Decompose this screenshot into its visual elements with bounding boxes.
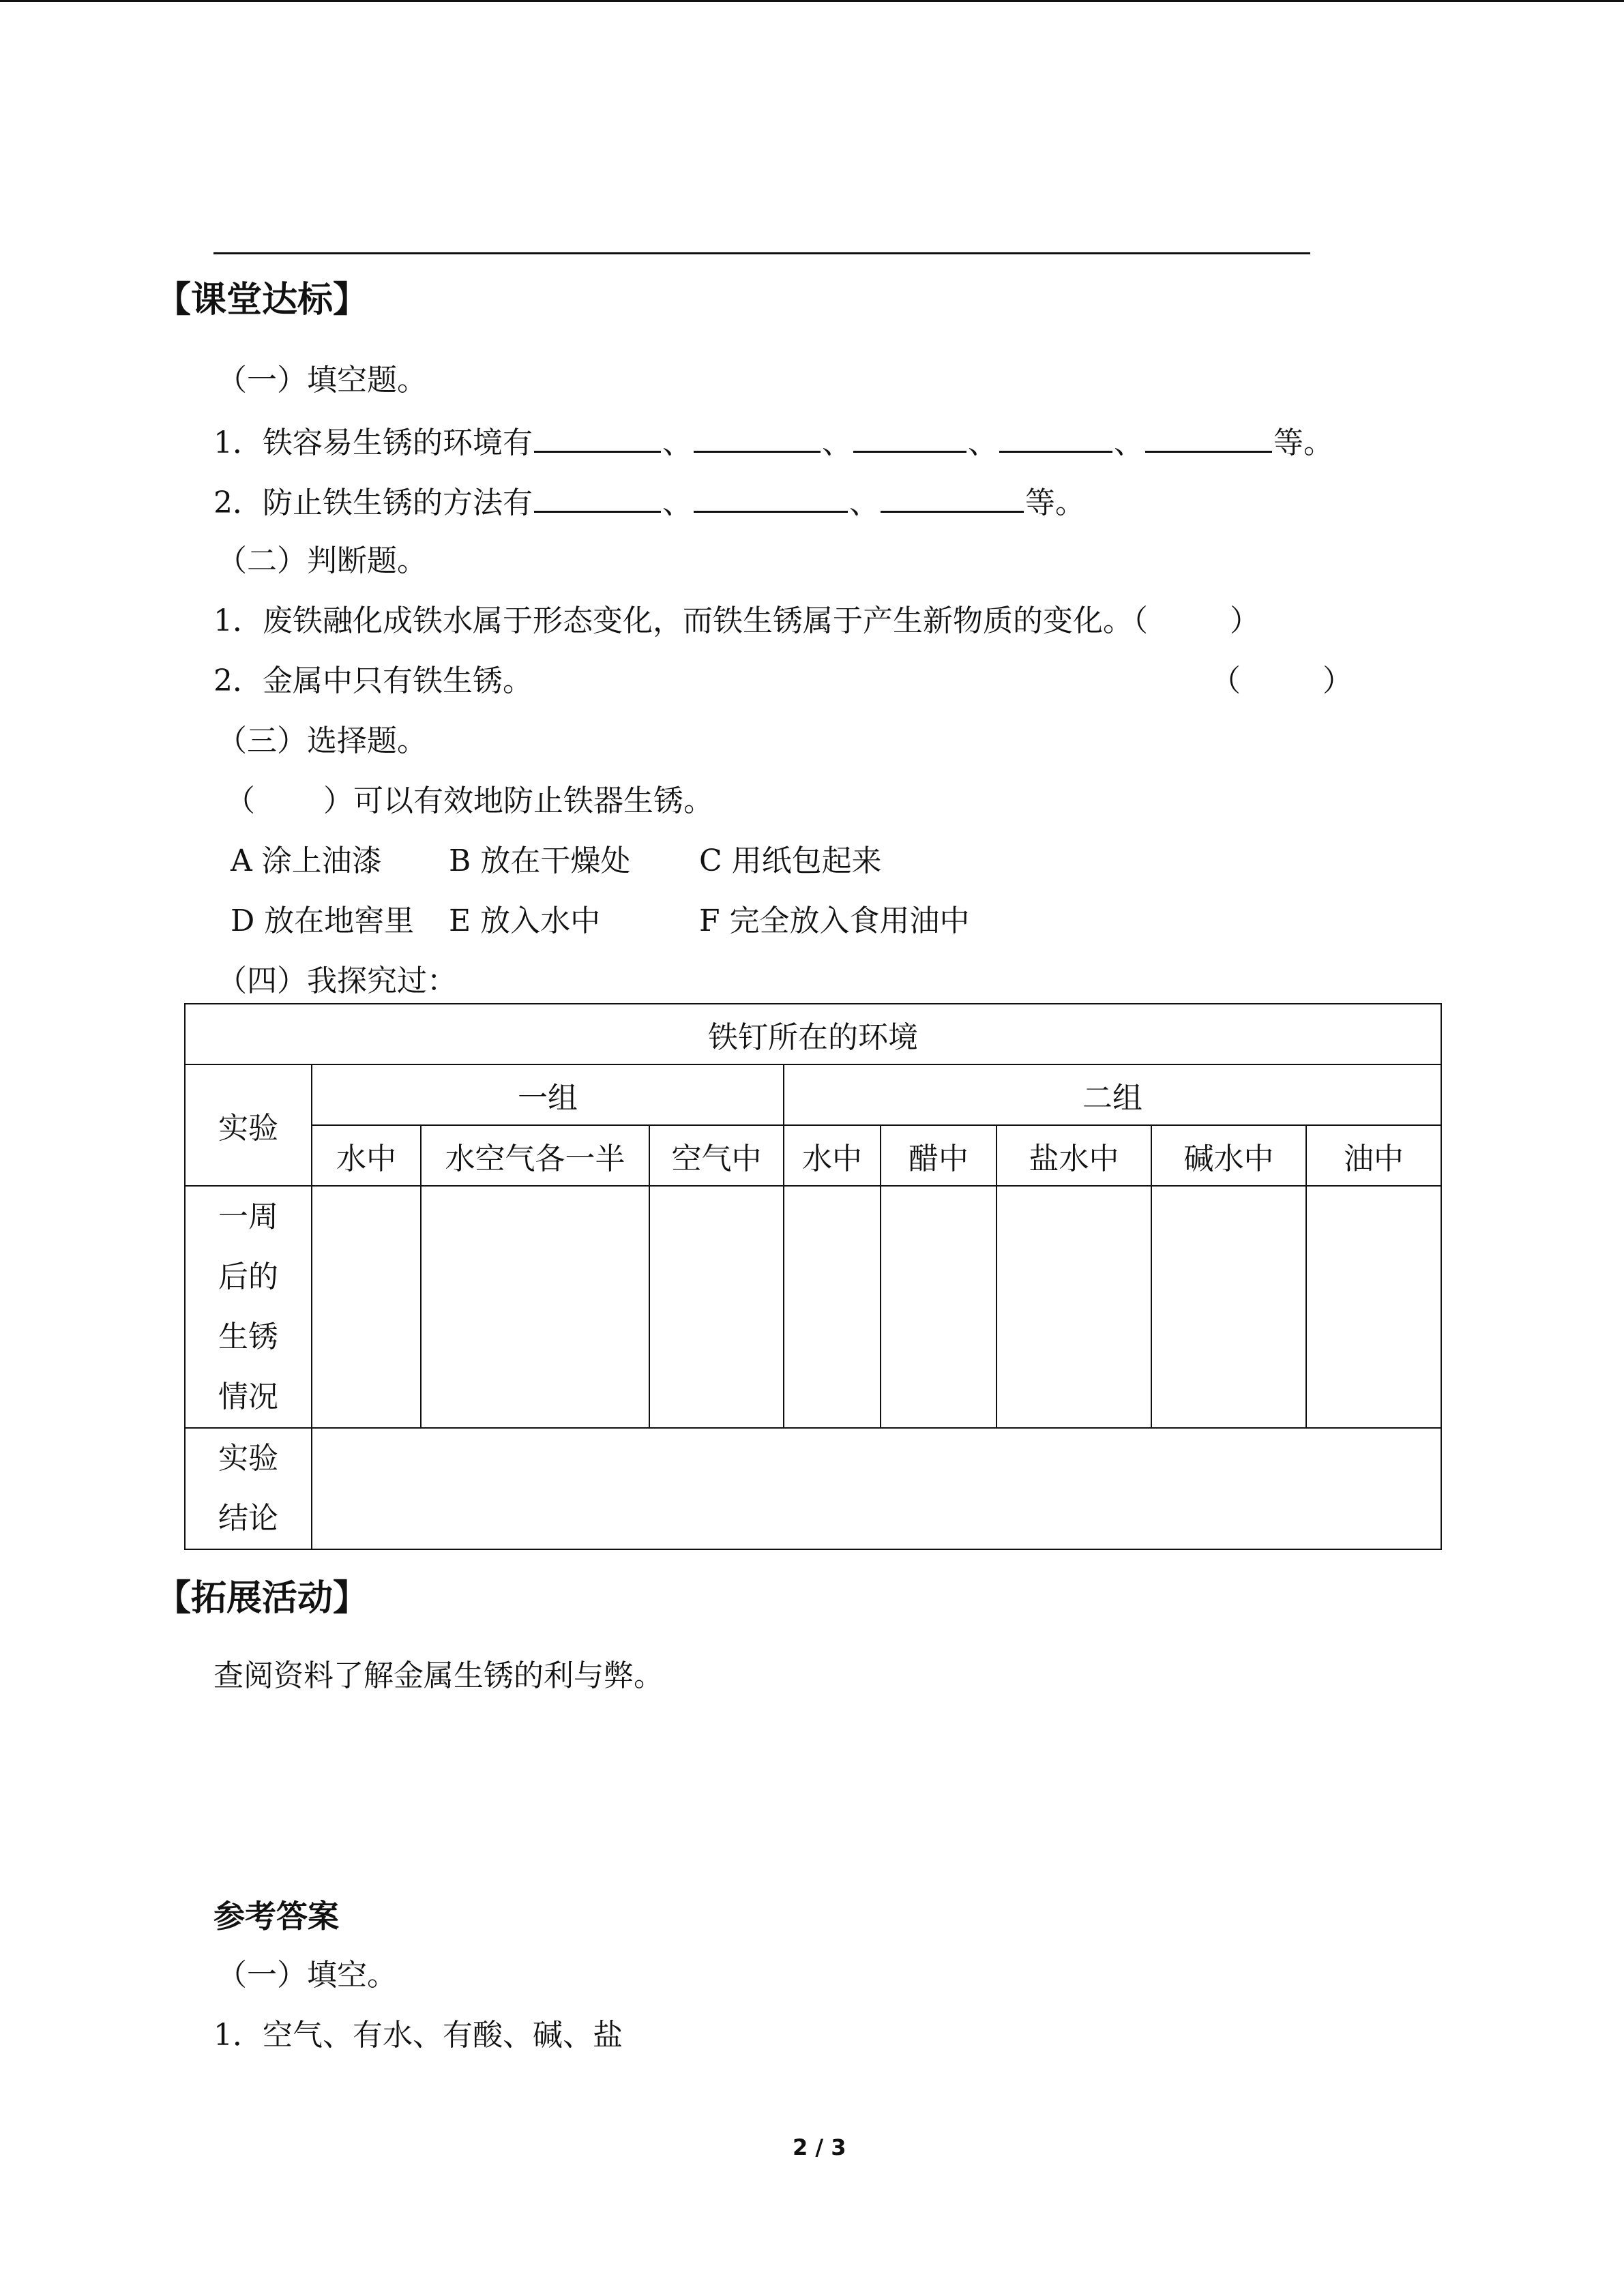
choice-question — [225, 781, 713, 822]
top-divider-line — [213, 252, 1310, 254]
choice-title: （三）选择题。 — [217, 724, 427, 758]
option-f: F 完全放入食用油中 — [699, 904, 970, 938]
paren-open: （ — [225, 784, 255, 818]
paren-open: （ — [1211, 664, 1241, 698]
column-header: 空气中 — [649, 1125, 784, 1186]
answer-blank[interactable] — [881, 481, 1024, 513]
result-cell[interactable] — [996, 1186, 1151, 1428]
column-header: 碱水中 — [1151, 1125, 1306, 1186]
paren-close: ） — [323, 784, 353, 818]
result-cell[interactable] — [421, 1186, 649, 1428]
question-2-text: 2．防止铁生锈的方法有 — [213, 486, 533, 520]
section-title-classroom: 【课堂达标】 — [156, 280, 369, 320]
extension-text: 查阅资料了解金属生锈的利与弊。 — [213, 1658, 664, 1693]
judge-question-1 — [213, 601, 1260, 642]
page-top-border — [0, 0, 1624, 2]
label-line: 一周 — [218, 1199, 278, 1234]
option-a: A 涂上油漆 — [231, 844, 382, 878]
label-line: 结论 — [218, 1501, 278, 1536]
judge-question-2: 2．金属中只有铁生锈。 — [213, 664, 533, 698]
answer-1: 1．空气、有水、有酸、碱、盐 — [213, 2018, 623, 2053]
conclusion-cell[interactable] — [312, 1428, 1441, 1549]
judge-title: （二）判断题。 — [217, 543, 427, 578]
row-label-experiment: 实验 — [185, 1064, 312, 1186]
label-line: 后的 — [218, 1259, 278, 1294]
paren-close: ） — [1230, 603, 1260, 638]
separator: 、 — [968, 426, 998, 460]
answer-blank[interactable] — [694, 481, 848, 513]
result-cell[interactable] — [1306, 1186, 1441, 1428]
question-1-suffix: 等。 — [1273, 426, 1333, 460]
separator: 、 — [1114, 426, 1144, 460]
result-cell[interactable] — [312, 1186, 421, 1428]
paren-close: ） — [1323, 664, 1353, 698]
option-c: C 用纸包起来 — [699, 844, 882, 878]
judge-question-1-text: 1．废铁融化成铁水属于形态变化，而铁生锈属于产生新物质的变化。 — [213, 603, 1133, 638]
answer-blank[interactable] — [534, 481, 661, 513]
paren-open: （ — [1133, 603, 1148, 638]
label-line: 生锈 — [218, 1319, 278, 1354]
option-d: D 放在地窖里 — [231, 904, 415, 938]
table-header: 铁钉所在的环境 — [185, 1004, 1441, 1064]
separator: 、 — [849, 486, 879, 520]
choice-stem: 可以有效地防止铁器生锈。 — [353, 784, 713, 818]
answer-blank[interactable] — [999, 421, 1112, 453]
question-1-text: 1．铁容易生锈的环境有 — [213, 426, 533, 460]
page-number: 2 / 3 — [793, 2134, 846, 2160]
explore-title: （四）我探究过： — [217, 964, 457, 998]
column-header: 水中 — [312, 1125, 421, 1186]
column-header: 盐水中 — [996, 1125, 1151, 1186]
separator: 、 — [662, 486, 692, 520]
column-header: 醋中 — [881, 1125, 996, 1186]
row-label-conclusion — [185, 1428, 312, 1549]
judge-question-2-paren — [1211, 661, 1353, 702]
result-cell[interactable] — [784, 1186, 881, 1428]
question-1 — [213, 421, 1333, 464]
label-line: 情况 — [218, 1379, 278, 1414]
column-header: 水中 — [784, 1125, 881, 1186]
group-1-header: 一组 — [312, 1064, 784, 1125]
option-b: B 放在干燥处 — [449, 844, 631, 878]
experiment-table — [184, 1003, 1442, 1550]
label-line: 实验 — [218, 1441, 278, 1476]
result-cell[interactable] — [881, 1186, 996, 1428]
separator: 、 — [662, 426, 692, 460]
answer-blank[interactable] — [694, 421, 821, 453]
option-e: E 放入水中 — [449, 904, 601, 938]
fill-blank-title: （一）填空题。 — [217, 363, 427, 398]
row-label-rust-status — [185, 1186, 312, 1428]
result-cell[interactable] — [1151, 1186, 1306, 1428]
answer-blank[interactable] — [534, 421, 661, 453]
result-cell[interactable] — [649, 1186, 784, 1428]
question-2-suffix: 等。 — [1025, 486, 1085, 520]
answer-blank[interactable] — [853, 421, 966, 453]
column-header: 水空气各一半 — [421, 1125, 649, 1186]
separator: 、 — [822, 426, 852, 460]
answers-title: 参考答案 — [213, 1898, 339, 1935]
group-2-header: 二组 — [784, 1064, 1441, 1125]
question-2 — [213, 481, 1085, 524]
column-header: 油中 — [1306, 1125, 1441, 1186]
section-title-extension: 【拓展活动】 — [156, 1578, 369, 1619]
answers-subtitle: （一）填空。 — [217, 1958, 397, 1993]
answer-blank[interactable] — [1145, 421, 1272, 453]
